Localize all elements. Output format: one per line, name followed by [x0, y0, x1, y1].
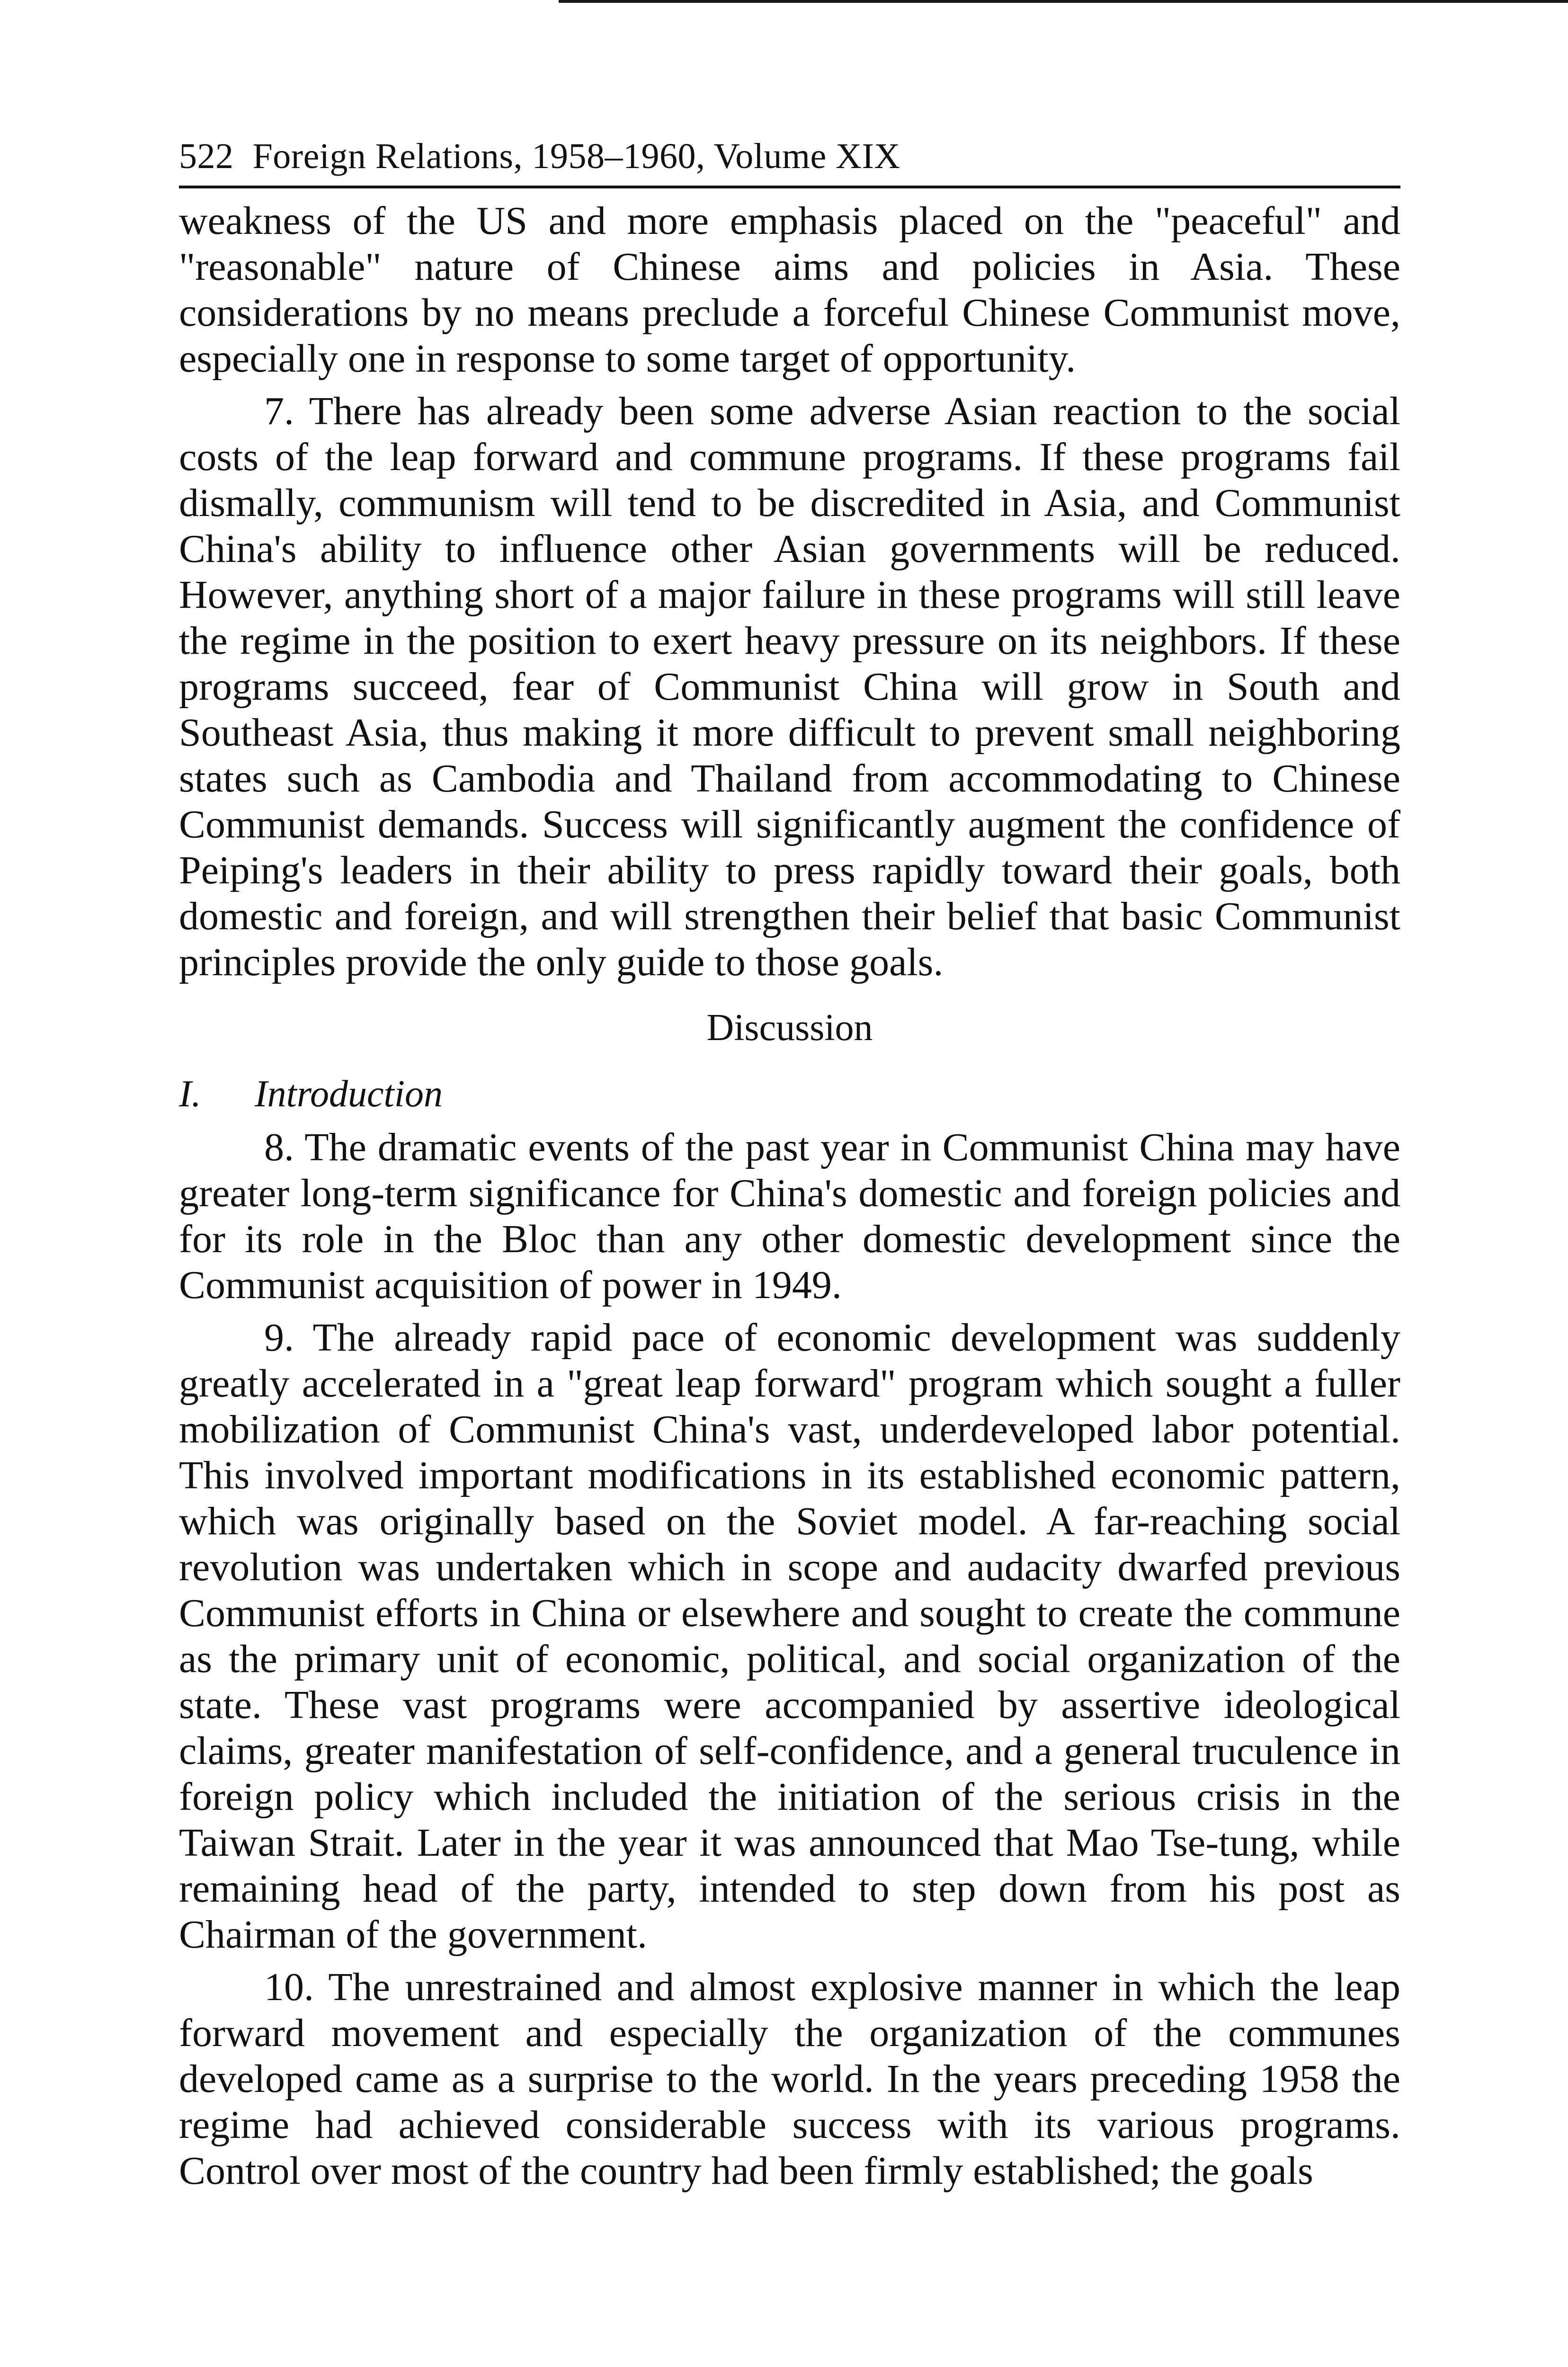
header-rule: [179, 186, 1400, 188]
scan-edge-line: [559, 0, 1568, 3]
page-number: 522: [179, 136, 234, 176]
running-title: Foreign Relations, 1958–1960, Volume XIX: [252, 136, 900, 176]
body-text: [179, 198, 1400, 2194]
paragraph-continuation: weakness of the US and more emphasis placed on the "peaceful" and "reasonable" nature of Chinese aims and policies in Asia. These considerations by no means preclude a forceful Chinese Communist move, especially one in response to some target of opportunity.: [179, 199, 1400, 381]
subsection-number: I.: [179, 1073, 201, 1115]
running-header: [179, 133, 1400, 180]
subsection-heading: [179, 1070, 1400, 1118]
paragraph-8: 8. The dramatic events of the past year in Communist China may have greater long-term significance for China's domestic and foreign policies and for its role in the Bloc than any other domestic development since the Communist acquisition of power in 1949.: [179, 1125, 1400, 1307]
subsection-title: Introduction: [255, 1073, 443, 1115]
paragraph-7: 7. There has already been some adverse Asian reaction to the social costs of the leap forward and commune programs. If these programs fail dismally, communism will tend to be discredited in Asia, and Communist China's ability to influence other Asian governments will be reduced. However, anything short of a major failure in these programs will still leave the regime in the position to exert heavy pressure on its neighbors. If these programs succeed, fear of Communist China will grow in South and Southeast Asia, thus making it more difficult to prevent small neighboring states such as Cambodia and Thailand from accommodating to Chinese Communist demands. Success will significantly augment the confidence of Peiping's leaders in their ability to press rapidly toward their goals, both domestic and foreign, and will strengthen their belief that basic Communist principles provide the only guide to those goals.: [179, 389, 1400, 984]
section-heading-discussion: Discussion: [706, 1007, 873, 1049]
paragraph-9: 9. The already rapid pace of economic development was suddenly greatly accelerated in a "great leap forward" program which sought a fuller mobilization of Communist China's vast, underdeveloped labor potential. This involved important modifications in its established economic pattern, which was originally based on the Soviet model. A far-reaching social revolution was undertaken which in scope and audacity dwarfed previous Communist efforts in China or elsewhere and sought to create the commune as the primary unit of economic, political, and social organization of the state. These vast programs were accompanied by assertive ideological claims, greater manifestation of self-confidence, and a general truculence in foreign policy which included the initiation of the serious crisis in the Taiwan Strait. Later in the year it was announced that Mao Tse-tung, while remaining head of the party, intended to step down from his post as Chairman of the government.: [179, 1316, 1400, 1957]
paragraph-10: 10. The unrestrained and almost explosive manner in which the leap forward movement and especially the organization of the communes developed came as a surprise to the world. In the years preceding 1958 the regime had achieved considerable success with its various programs. Control over most of the country had been firmly established; the goals: [179, 1965, 1400, 2193]
document-page: [179, 133, 1400, 2200]
